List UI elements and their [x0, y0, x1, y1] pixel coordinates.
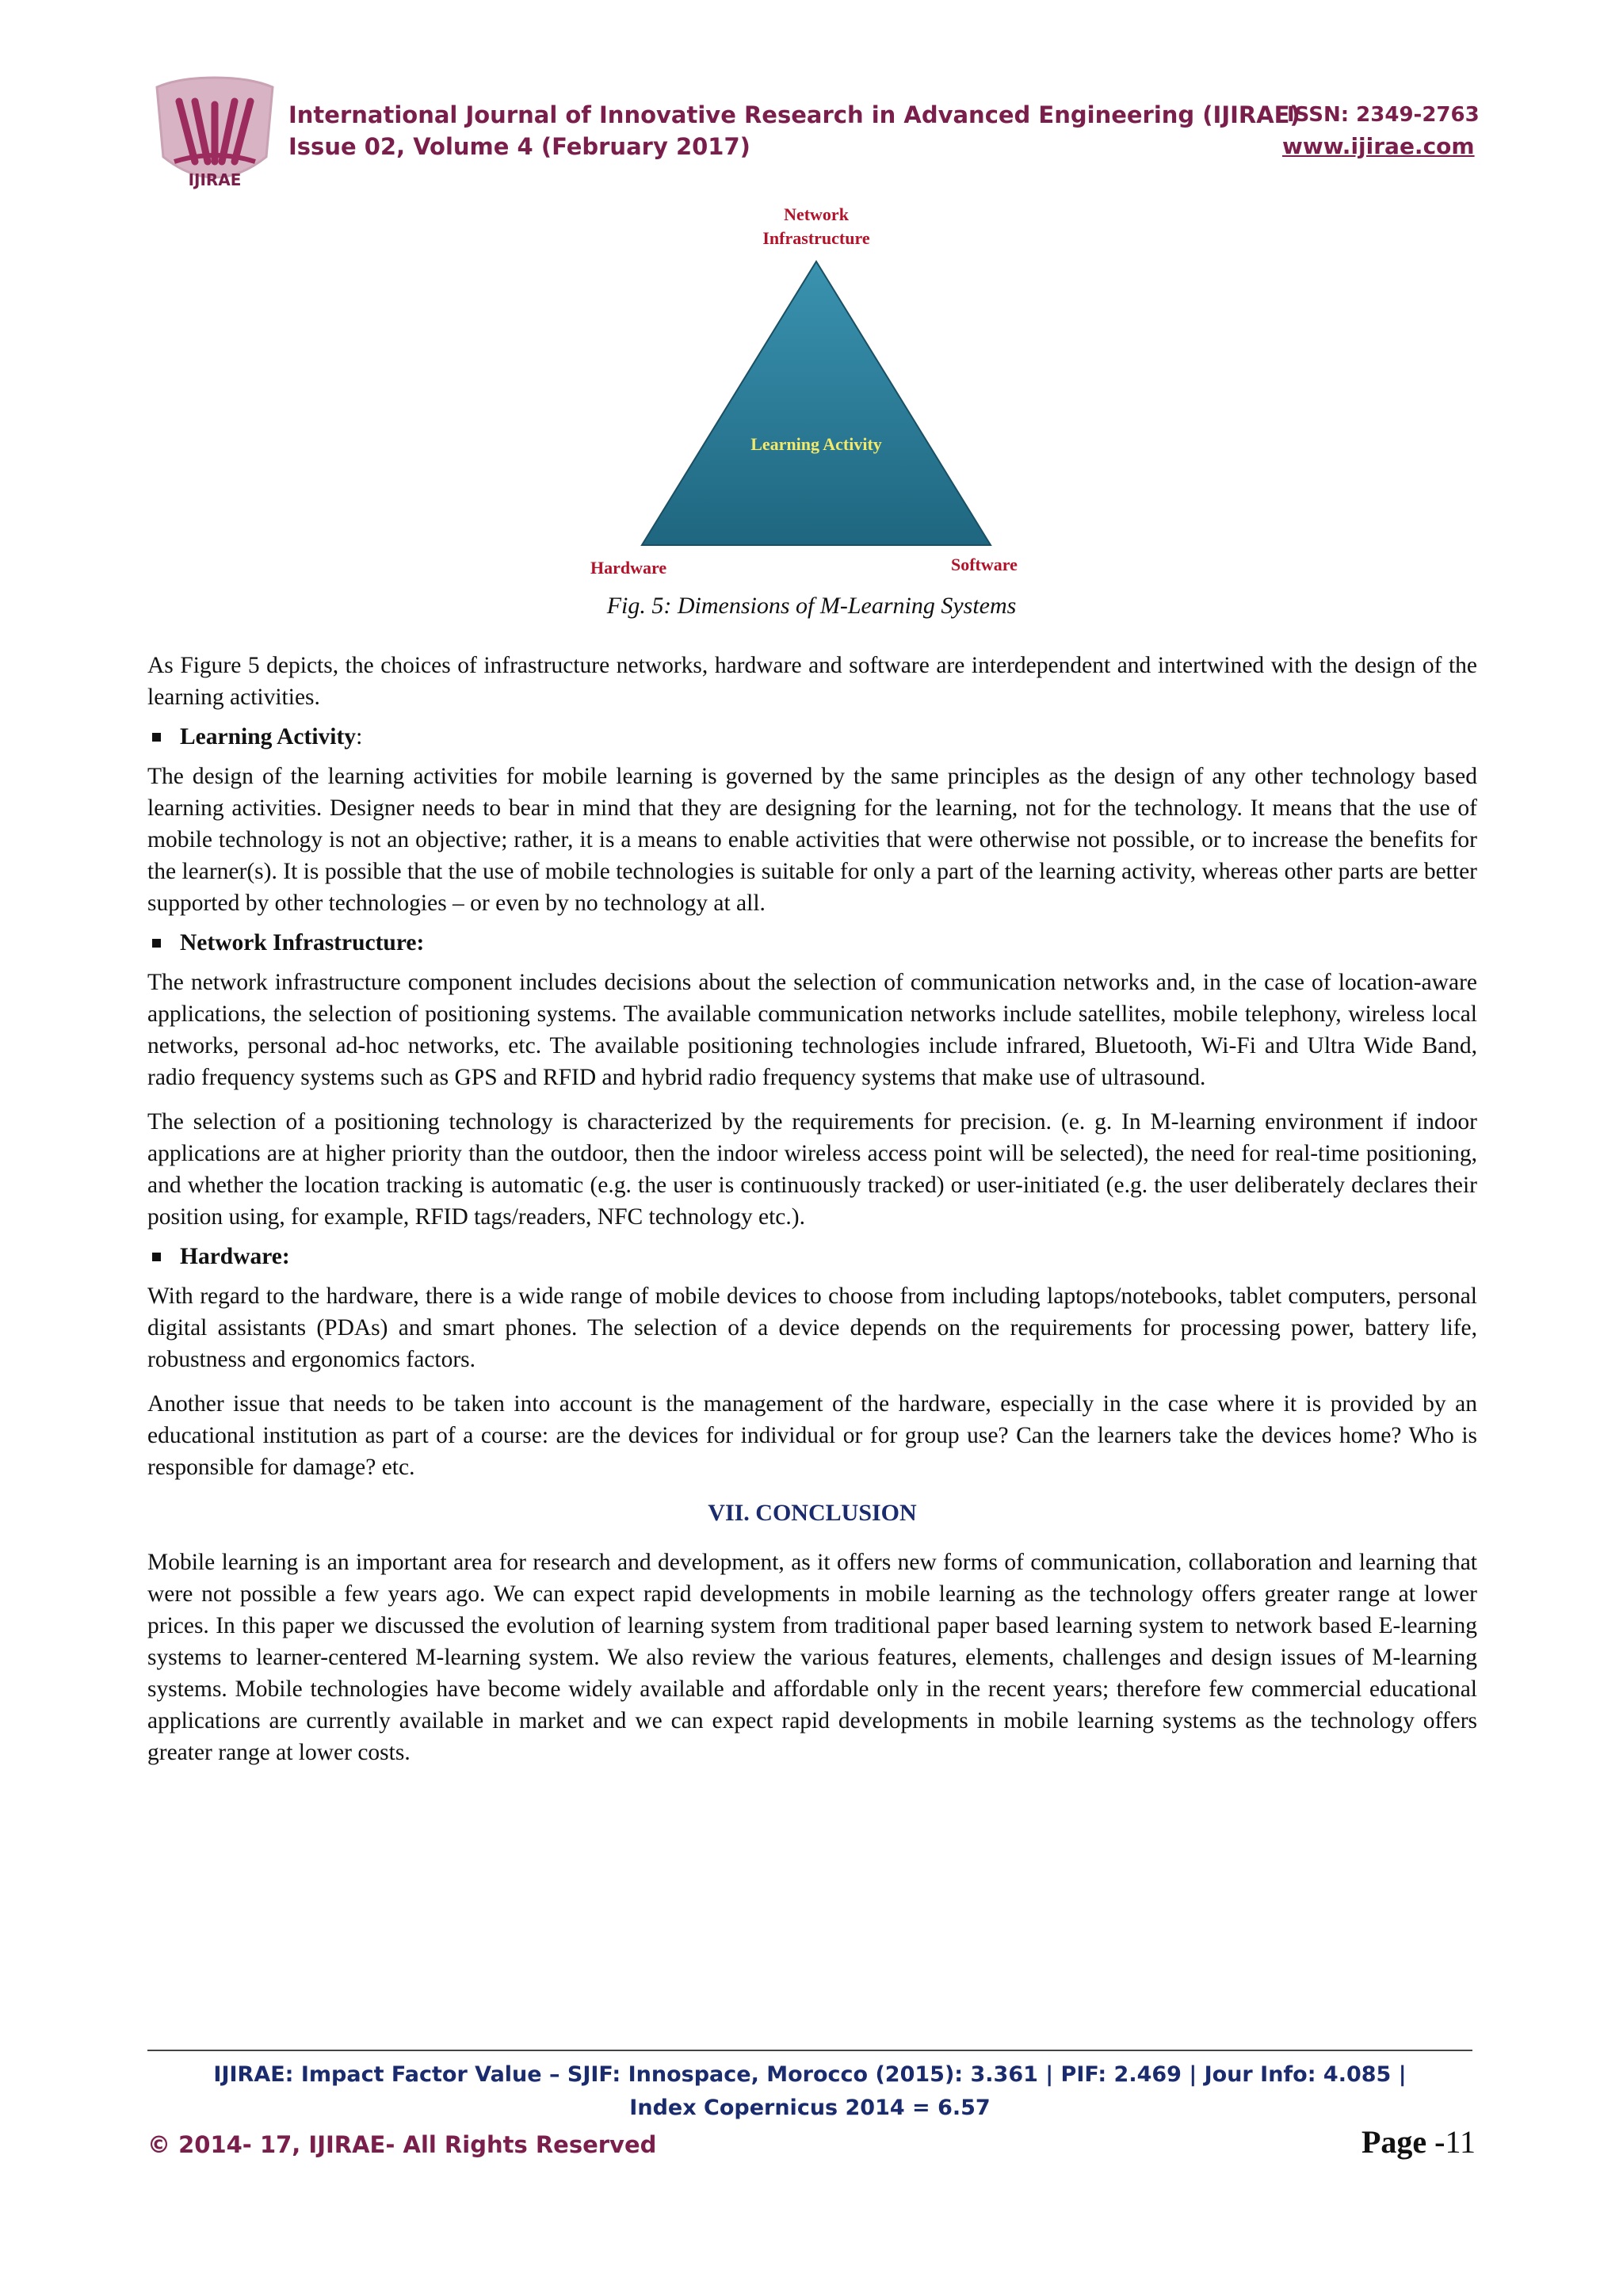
dimension-triangle — [642, 261, 991, 545]
bullet-learning-activity — [147, 721, 1477, 753]
hardware-heading: Hardware: — [180, 1244, 290, 1269]
network-infrastructure-text-1: The network infrastructure component includes decisions about the selection of communication networks and, in the case of location-aware applications, the selection of positioning systems. The available communication networks include satellites, mobile telephony, wireless local networks, personal ad-hoc networks, etc. The available positioning technologies include infrared, Bluetooth, Wi-Fi and Ultra Wide Band, radio frequency systems such as GPS and RFID and hybrid radio frequency systems that make use of ultrasound. — [147, 970, 1477, 1090]
network-infrastructure-text-2: The selection of a positioning technology is characterized by the requirements for precision. (e. g. In M-learning environment if indoor applications are at higher priority than the outdoor, then the indoor wireless access point will be selected), the need for real-time positioning, and whether the location tracking is automatic (e.g. the user is continuously tracked) or user-initiated (e.g. the user deliberately declares their position using, for example, RFID tags/readers, NFC technology etc.). — [147, 1109, 1477, 1230]
journal-title: International Journal of Innovative Research in Advanced Engineering (IJIRAE) — [288, 101, 1300, 128]
bullet-hardware — [147, 1241, 1477, 1272]
network-infrastructure-heading: Network Infrastructure: — [180, 930, 425, 955]
learning-activity-heading: Learning Activity — [180, 724, 357, 749]
ijirae-logo-icon — [147, 73, 282, 196]
issn: ISSN: 2349-2763 — [1287, 103, 1480, 127]
intro-paragraph: As Figure 5 depicts, the choices of infrastructure networks, hardware and software are interdependent and intertwined with the design of the learning activities. — [147, 653, 1477, 710]
label-software: Software — [951, 555, 1018, 574]
label-hardware: Hardware — [590, 558, 667, 578]
label-infrastructure: Infrastructure — [762, 228, 870, 248]
impact-line-2: Index Copernicus 2014 = 6.57 — [629, 2096, 991, 2120]
page-label: Page - — [1361, 2124, 1445, 2160]
impact-line-1: IJIRAE: Impact Factor Value – SJIF: Innospace, Morocco (2015): 3.361 | PIF: 2.469 | Jour Info: 4.085 | — [213, 2062, 1407, 2087]
learning-activity-text: The design of the learning activities for mobile learning is governed by the same principles as the design of any other technology based learning activities. Designer needs to bear in mind that they are designing for the learning, not for the technology. It means that the use of mobile technology is not an objective; rather, it is a means to enable activities that were otherwise not possible, or to increase the benefits for the learner(s). It is possible that the use of mobile technologies is suitable for only a part of the learning activity, whereas other parts are better supported by other technologies – or even by no technology at all. — [147, 764, 1477, 916]
page-header — [0, 0, 1623, 206]
label-learning-activity: Learning Activity — [750, 434, 882, 454]
footer-impact — [147, 2058, 1472, 2125]
hardware-text-2: Another issue that needs to be taken into account is the management of the hardware, especially in the case where it is provided by an educational institution as part of a course: are the devices for individual or for group use? Can the learners take the devices home? Who is responsible for damage? etc. — [147, 1391, 1477, 1480]
journal-url-link[interactable]: www.ijirae.com — [1282, 133, 1475, 159]
issue-info: Issue 02, Volume 4 (February 2017) — [288, 133, 750, 160]
heading-colon: : — [356, 724, 363, 749]
svg-text:IJIRAE: IJIRAE — [188, 170, 242, 189]
square-bullet-icon — [152, 939, 161, 948]
conclusion-heading: VII. CONCLUSION — [708, 1500, 917, 1526]
square-bullet-icon — [152, 733, 161, 742]
page-number-value: 11 — [1445, 2124, 1476, 2160]
bullet-network-infrastructure — [147, 927, 1477, 959]
footer-divider — [147, 2050, 1472, 2051]
label-network: Network — [784, 204, 849, 224]
page-number — [1361, 2123, 1476, 2161]
m-learning-dimensions-figure — [579, 198, 1054, 586]
copyright: © 2014- 17, IJIRAE- All Rights Reserved — [147, 2131, 657, 2158]
square-bullet-icon — [152, 1253, 161, 1261]
hardware-text-1: With regard to the hardware, there is a wide range of mobile devices to choose from including laptops/notebooks, tablet computers, personal digital assistants (PDAs) and smart phones. The selection of a device depends on the requirements for processing power, battery life, robustness and ergonomics factors. — [147, 1283, 1477, 1372]
conclusion-text: Mobile learning is an important area for research and development, as it offers new forms of communication, collaboration and learning that were not possible a few years ago. We can expect rapid developments in mobile learning as the technology offers greater range at lower prices. In this paper we discussed the evolution of learning system from traditional paper based learning system to network based E-learning systems to learner-centered M-learning system. We also review the various features, elements, challenges and design issues of M-learning systems. Mobile technologies have become widely available and affordable only in the recent years; therefore few commercial educational applications are currently available in market and we can expect rapid developments in mobile learning systems as the technology offers greater range at lower costs. — [147, 1550, 1477, 1765]
figure-caption: Fig. 5: Dimensions of M-Learning Systems — [606, 593, 1017, 619]
article-body — [147, 650, 1477, 1768]
